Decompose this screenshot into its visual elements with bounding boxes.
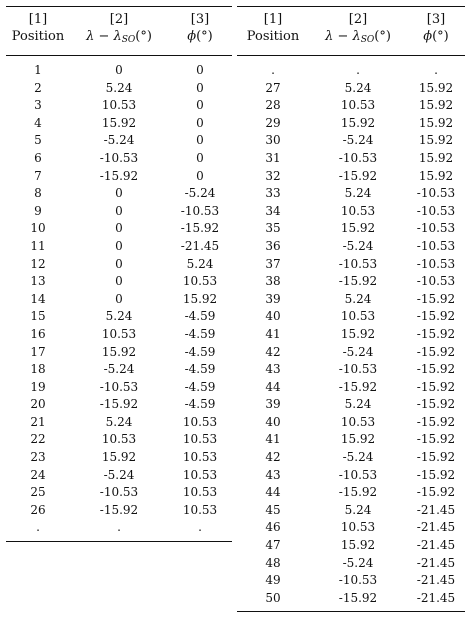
table-row xyxy=(237,379,465,397)
position-cell: 26 xyxy=(30,502,46,517)
table-row xyxy=(6,220,232,238)
table-row xyxy=(6,80,232,98)
col1-number: [1] xyxy=(28,12,48,27)
table-right xyxy=(237,6,465,612)
table-row xyxy=(237,431,465,449)
position-cell: 15 xyxy=(30,309,46,324)
phi-cell: 15.92 xyxy=(182,291,218,306)
phi-cell: -21.45 xyxy=(416,520,456,535)
phi-cell: -21.45 xyxy=(416,555,456,570)
table-row xyxy=(6,256,232,274)
table-row xyxy=(237,308,465,326)
position-cell: 39 xyxy=(265,291,281,306)
phi-cell: 0 xyxy=(196,115,204,130)
position-cell: 44 xyxy=(265,379,281,394)
phi-cell: 0 xyxy=(196,150,204,165)
lambda-cell: -15.92 xyxy=(338,379,378,394)
table-row xyxy=(237,396,465,414)
table-header xyxy=(237,7,465,53)
lambda-cell: 0 xyxy=(115,221,123,236)
phi-cell: -15.92 xyxy=(416,362,456,377)
lambda-cell: -5.24 xyxy=(342,238,374,253)
position-cell: 44 xyxy=(265,485,281,500)
table-header xyxy=(6,7,232,53)
phi-cell: -15.92 xyxy=(416,414,456,429)
position-cell: 12 xyxy=(30,256,46,271)
table-row xyxy=(237,555,465,573)
phi-cell: 15.92 xyxy=(418,115,454,130)
lambda-cell: -10.53 xyxy=(338,573,378,588)
lambda-cell: . xyxy=(356,63,360,77)
table-row xyxy=(6,379,232,397)
col3-label xyxy=(407,28,465,49)
phi-cell: -15.92 xyxy=(416,291,456,306)
table-row xyxy=(237,590,465,608)
phi-cell: -4.59 xyxy=(184,397,216,412)
phi-cell: -10.53 xyxy=(416,221,456,236)
lambda-cell: 0 xyxy=(115,63,123,77)
position-cell: 29 xyxy=(265,115,281,130)
phi-cell: 15.92 xyxy=(418,98,454,113)
lambda-cell: -15.92 xyxy=(338,168,378,183)
position-cell: 32 xyxy=(265,168,281,183)
lambda-cell: 15.92 xyxy=(340,221,376,236)
table-row xyxy=(6,115,232,133)
bottom-rule xyxy=(6,541,232,542)
phi-cell: -10.53 xyxy=(180,203,220,218)
table-row xyxy=(6,344,232,362)
table-row xyxy=(237,273,465,291)
phi-cell: 10.53 xyxy=(182,414,218,429)
phi-cell: -4.59 xyxy=(184,326,216,341)
col2-unit: (°) xyxy=(374,29,391,44)
phi-cell: . xyxy=(434,63,438,77)
col3-symbol: ϕ xyxy=(423,29,433,44)
phi-cell: 15.92 xyxy=(418,168,454,183)
phi-cell: . xyxy=(198,520,202,535)
position-cell: 43 xyxy=(265,362,281,377)
position-cell: 41 xyxy=(265,432,281,447)
position-cell: 50 xyxy=(265,590,281,605)
position-cell: 11 xyxy=(30,238,46,253)
col2-symbol: λ − λ xyxy=(86,29,122,44)
lambda-cell: -15.92 xyxy=(338,274,378,289)
table-row xyxy=(6,291,232,309)
lambda-cell: 15.92 xyxy=(340,538,376,553)
lambda-cell: -5.24 xyxy=(342,133,374,148)
phi-cell: 10.53 xyxy=(182,274,218,289)
col2-number: [2] xyxy=(348,12,368,27)
phi-cell: -10.53 xyxy=(416,274,456,289)
table-row xyxy=(6,326,232,344)
lambda-cell: 10.53 xyxy=(101,98,137,113)
phi-cell: -10.53 xyxy=(416,203,456,218)
lambda-cell: 5.24 xyxy=(344,186,372,201)
col2-subscript: SO xyxy=(360,35,375,45)
phi-cell: 10.53 xyxy=(182,502,218,517)
lambda-cell: -15.92 xyxy=(338,590,378,605)
lambda-cell: -5.24 xyxy=(342,450,374,465)
table-row xyxy=(237,449,465,467)
phi-cell: 0 xyxy=(196,80,204,95)
position-cell: 24 xyxy=(30,467,46,482)
lambda-cell: . xyxy=(117,520,121,535)
position-cell: 13 xyxy=(30,274,46,289)
table-row xyxy=(237,414,465,432)
phi-cell: 0 xyxy=(196,133,204,148)
lambda-cell: -15.92 xyxy=(99,502,139,517)
lambda-cell: 10.53 xyxy=(101,326,137,341)
position-cell: 45 xyxy=(265,502,281,517)
phi-cell: -15.92 xyxy=(416,467,456,482)
col3-unit: (°) xyxy=(196,29,213,44)
col2-label xyxy=(70,28,168,49)
position-cell: 7 xyxy=(34,168,42,183)
lambda-cell: 0 xyxy=(115,238,123,253)
header-rule xyxy=(6,55,232,56)
table-row xyxy=(237,326,465,344)
position-cell: 34 xyxy=(265,203,281,218)
lambda-cell: -15.92 xyxy=(99,168,139,183)
table-row xyxy=(237,80,465,98)
table-row xyxy=(6,168,232,186)
position-cell: 33 xyxy=(265,186,281,201)
col1-number: [1] xyxy=(263,12,283,27)
table-row xyxy=(237,467,465,485)
position-cell: 28 xyxy=(265,98,281,113)
position-cell: 4 xyxy=(34,115,42,130)
col3-symbol: ϕ xyxy=(187,29,197,44)
lambda-cell: 0 xyxy=(115,291,123,306)
position-cell: 3 xyxy=(34,98,42,113)
lambda-cell: -5.24 xyxy=(342,344,374,359)
position-cell: 16 xyxy=(30,326,46,341)
phi-cell: -10.53 xyxy=(416,186,456,201)
lambda-cell: -10.53 xyxy=(338,362,378,377)
position-cell: 35 xyxy=(265,221,281,236)
position-cell: 14 xyxy=(30,291,46,306)
position-cell: 1 xyxy=(34,63,42,77)
lambda-cell: -5.24 xyxy=(342,555,374,570)
table-row xyxy=(237,185,465,203)
col3-number: [3] xyxy=(190,12,210,27)
lambda-cell: -15.92 xyxy=(99,397,139,412)
lambda-cell: 15.92 xyxy=(101,450,137,465)
phi-cell: -15.92 xyxy=(416,397,456,412)
table-row xyxy=(237,62,465,80)
phi-cell: -21.45 xyxy=(416,502,456,517)
position-cell: 5 xyxy=(34,133,42,148)
table-row xyxy=(6,273,232,291)
table-row xyxy=(6,150,232,168)
lambda-cell: 5.24 xyxy=(344,291,372,306)
position-cell: 6 xyxy=(34,150,42,165)
table-row xyxy=(6,467,232,485)
position-cell: 9 xyxy=(34,203,42,218)
phi-cell: -15.92 xyxy=(416,485,456,500)
position-cell: 30 xyxy=(265,133,281,148)
lambda-cell: 5.24 xyxy=(344,397,372,412)
position-cell: 41 xyxy=(265,326,281,341)
table-body xyxy=(237,62,465,607)
phi-cell: 10.53 xyxy=(182,432,218,447)
lambda-cell: 10.53 xyxy=(101,432,137,447)
lambda-cell: 10.53 xyxy=(340,203,376,218)
table-row xyxy=(237,484,465,502)
position-cell: 37 xyxy=(265,256,281,271)
table-row xyxy=(237,132,465,150)
phi-cell: -10.53 xyxy=(416,238,456,253)
col2-unit: (°) xyxy=(135,29,152,44)
table-row xyxy=(237,150,465,168)
position-cell: 10 xyxy=(30,221,46,236)
lambda-cell: 15.92 xyxy=(340,115,376,130)
position-cell: 25 xyxy=(30,485,46,500)
table-row xyxy=(6,396,232,414)
lambda-cell: 0 xyxy=(115,274,123,289)
phi-cell: -5.24 xyxy=(184,186,216,201)
position-cell: 20 xyxy=(30,397,46,412)
lambda-cell: -5.24 xyxy=(103,362,135,377)
col3-label xyxy=(168,28,232,49)
lambda-cell: 15.92 xyxy=(101,115,137,130)
table-row xyxy=(6,132,232,150)
lambda-cell: 15.92 xyxy=(340,432,376,447)
table-body xyxy=(6,62,232,537)
table-row xyxy=(237,344,465,362)
lambda-cell: 5.24 xyxy=(344,80,372,95)
table-row xyxy=(6,203,232,221)
phi-cell: -15.92 xyxy=(416,309,456,324)
position-cell: 31 xyxy=(265,150,281,165)
table-row xyxy=(6,484,232,502)
phi-cell: 15.92 xyxy=(418,133,454,148)
table-row xyxy=(6,431,232,449)
table-row xyxy=(237,502,465,520)
table-row xyxy=(6,308,232,326)
col2-label xyxy=(309,28,407,49)
lambda-cell: -15.92 xyxy=(338,485,378,500)
lambda-cell: 15.92 xyxy=(340,326,376,341)
phi-cell: 10.53 xyxy=(182,485,218,500)
col1-label: Position xyxy=(246,29,300,44)
table-row xyxy=(237,361,465,379)
table-row xyxy=(6,238,232,256)
position-cell: 42 xyxy=(265,344,281,359)
phi-cell: 15.92 xyxy=(418,150,454,165)
lambda-cell: 0 xyxy=(115,203,123,218)
table-row xyxy=(237,572,465,590)
phi-cell: 10.53 xyxy=(182,467,218,482)
phi-cell: -15.92 xyxy=(180,221,220,236)
lambda-cell: -5.24 xyxy=(103,133,135,148)
col2-number: [2] xyxy=(109,12,129,27)
phi-cell: -21.45 xyxy=(416,538,456,553)
position-cell: 38 xyxy=(265,274,281,289)
phi-cell: -4.59 xyxy=(184,379,216,394)
bottom-rule xyxy=(237,611,465,612)
table-row xyxy=(237,97,465,115)
col3-unit: (°) xyxy=(432,29,449,44)
lambda-cell: -5.24 xyxy=(103,467,135,482)
table-row xyxy=(6,62,232,80)
col1-label: Position xyxy=(11,29,65,44)
lambda-cell: 5.24 xyxy=(105,414,133,429)
phi-cell: 15.92 xyxy=(418,80,454,95)
position-cell: . xyxy=(271,63,275,77)
table-row xyxy=(237,291,465,309)
col2-symbol: λ − λ xyxy=(325,29,361,44)
phi-cell: 5.24 xyxy=(186,256,214,271)
table-row xyxy=(6,97,232,115)
phi-cell: -21.45 xyxy=(180,238,220,253)
phi-cell: -21.45 xyxy=(416,590,456,605)
phi-cell: 10.53 xyxy=(182,450,218,465)
position-cell: 43 xyxy=(265,467,281,482)
position-cell: 8 xyxy=(34,186,42,201)
position-cell: 46 xyxy=(265,520,281,535)
table-row xyxy=(237,537,465,555)
table-row xyxy=(6,185,232,203)
table-row xyxy=(237,203,465,221)
position-cell: 42 xyxy=(265,450,281,465)
table-left xyxy=(6,6,232,542)
phi-cell: -15.92 xyxy=(416,379,456,394)
col2-subscript: SO xyxy=(121,35,136,45)
table-row xyxy=(6,361,232,379)
phi-cell: -15.92 xyxy=(416,432,456,447)
table-row xyxy=(6,519,232,537)
position-cell: 19 xyxy=(30,379,46,394)
position-cell: . xyxy=(36,520,40,535)
position-cell: 39 xyxy=(265,397,281,412)
phi-cell: -4.59 xyxy=(184,344,216,359)
lambda-cell: 0 xyxy=(115,256,123,271)
table-row xyxy=(237,238,465,256)
position-cell: 36 xyxy=(265,238,281,253)
lambda-cell: 10.53 xyxy=(340,520,376,535)
header-rule xyxy=(237,55,465,56)
lambda-cell: 10.53 xyxy=(340,98,376,113)
position-cell: 2 xyxy=(34,80,42,95)
lambda-cell: 5.24 xyxy=(344,502,372,517)
lambda-cell: -10.53 xyxy=(99,150,139,165)
position-cell: 49 xyxy=(265,573,281,588)
lambda-cell: 10.53 xyxy=(340,414,376,429)
lambda-cell: 5.24 xyxy=(105,309,133,324)
table-row xyxy=(237,115,465,133)
phi-cell: 0 xyxy=(196,168,204,183)
phi-cell: -15.92 xyxy=(416,344,456,359)
position-cell: 23 xyxy=(30,450,46,465)
table-row xyxy=(6,502,232,520)
position-cell: 40 xyxy=(265,414,281,429)
phi-cell: 0 xyxy=(196,63,204,77)
col3-number: [3] xyxy=(426,12,446,27)
table-row xyxy=(6,414,232,432)
phi-cell: -10.53 xyxy=(416,256,456,271)
lambda-cell: -10.53 xyxy=(99,485,139,500)
table-row xyxy=(237,256,465,274)
position-cell: 18 xyxy=(30,362,46,377)
phi-cell: -15.92 xyxy=(416,326,456,341)
position-cell: 22 xyxy=(30,432,46,447)
lambda-cell: -10.53 xyxy=(338,256,378,271)
lambda-cell: -10.53 xyxy=(338,467,378,482)
table-row xyxy=(237,519,465,537)
table-row xyxy=(237,220,465,238)
lambda-cell: 0 xyxy=(115,186,123,201)
lambda-cell: 5.24 xyxy=(105,80,133,95)
phi-cell: -4.59 xyxy=(184,362,216,377)
position-cell: 47 xyxy=(265,538,281,553)
phi-cell: -15.92 xyxy=(416,450,456,465)
lambda-cell: -10.53 xyxy=(99,379,139,394)
phi-cell: 0 xyxy=(196,98,204,113)
table-row xyxy=(237,168,465,186)
lambda-cell: -10.53 xyxy=(338,150,378,165)
position-cell: 48 xyxy=(265,555,281,570)
position-cell: 40 xyxy=(265,309,281,324)
phi-cell: -4.59 xyxy=(184,309,216,324)
position-cell: 17 xyxy=(30,344,46,359)
lambda-cell: 15.92 xyxy=(101,344,137,359)
position-cell: 27 xyxy=(265,80,281,95)
position-cell: 21 xyxy=(30,414,46,429)
lambda-cell: 10.53 xyxy=(340,309,376,324)
table-row xyxy=(6,449,232,467)
phi-cell: -21.45 xyxy=(416,573,456,588)
